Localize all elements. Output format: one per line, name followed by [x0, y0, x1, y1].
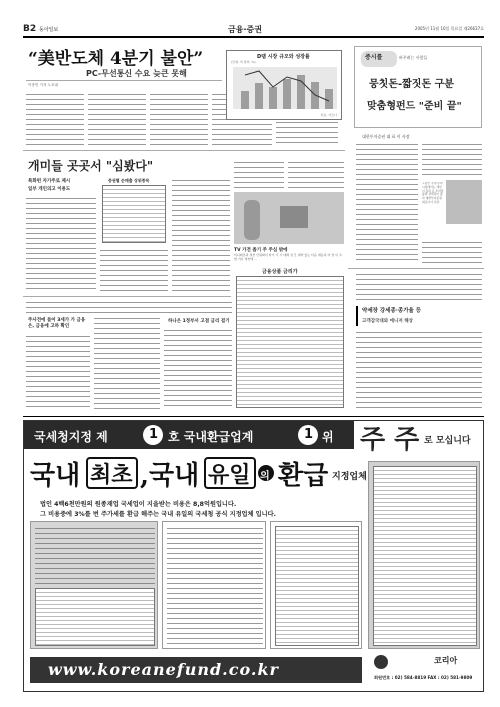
body-text	[172, 178, 230, 292]
paper-name: 동아일보	[39, 27, 59, 33]
story2-sub-1: 특화펀 자가주로 제시	[28, 179, 71, 184]
chart-unit: (단위: 억 달러, %)	[231, 60, 256, 64]
story2-sub-2: 일부 개인의고 이용도	[28, 187, 71, 192]
ad-banner	[24, 421, 354, 449]
photo-caption: 그동안 국내 투자 시장에서는 개인이 흘러 온 투자상품의 선택폭이 좁아 대한투자증권 대표이사 사장.	[422, 182, 444, 204]
divider	[23, 150, 345, 151]
tv-photo	[234, 192, 344, 244]
top-headline: “美반도체 4분기 불안”	[28, 49, 204, 69]
tv-caption-body: 미니레몬과 결선 단위화이 타기 기 시 대해 성 모 대략 있는 다음 재등록 미 상 이 수 합 거나 영상에 ...	[234, 253, 342, 261]
body-text	[26, 334, 90, 410]
ad-big-1: 국내	[30, 461, 81, 491]
chart-plot-area	[233, 67, 337, 109]
ad-big-7: 지정업체	[332, 472, 367, 482]
body-text	[26, 300, 232, 314]
ad-url: www.koreanefund.co.kr	[48, 660, 279, 679]
body-text	[26, 196, 96, 292]
ad-big-5: 의	[260, 471, 270, 482]
ad-jujoo-sub: 로 모십니다	[424, 436, 471, 446]
deck-rule	[26, 80, 222, 81]
story2-headline: 개미들 곳곳서 "심봤다"	[28, 159, 154, 173]
column-kicker-sub: 바꾸려는 사람들	[399, 55, 428, 60]
body-text	[276, 120, 338, 146]
page-number: B2	[23, 24, 37, 34]
body-text	[356, 330, 482, 410]
ad-corp: 코리아	[434, 656, 458, 665]
body-text	[100, 248, 168, 292]
divider	[348, 268, 484, 269]
column-byline: 대한투자증권 대 표 이 사장	[362, 134, 410, 139]
ad-banner-num: 1	[149, 427, 159, 442]
column-box	[354, 46, 482, 128]
story2-table-title: 증권별 순매출 상위종목	[108, 178, 150, 183]
header-rule	[23, 36, 484, 38]
story-mark	[356, 306, 358, 326]
body-text	[150, 92, 208, 146]
chart-line	[233, 67, 337, 109]
ad-big-3: ,국내	[140, 461, 200, 491]
ad-line-1: 법인 4백6천만원의 원종재업 국세업이 지을받는 비용은 8,8억원입니다.	[40, 501, 237, 508]
stock-table	[236, 276, 344, 408]
columnist-photo	[446, 180, 482, 224]
ad-big-2: 최초	[90, 462, 133, 488]
top-deck: PC-무선통신 수요 늦큰 못해	[86, 69, 187, 78]
right-story-sub: 고객감국대와 애니저 해상	[362, 319, 413, 324]
ad-right-panel	[368, 461, 480, 649]
ad-mid2-panel	[270, 521, 362, 649]
tv-photo-monitor	[280, 206, 308, 228]
body-text	[356, 272, 482, 302]
body-text	[94, 316, 160, 410]
column-text	[422, 142, 482, 178]
chart-title: D램 시장 규모와 성장률	[257, 54, 310, 60]
section-title: 금융·증권	[228, 25, 262, 34]
story2-table	[102, 185, 166, 243]
ad-big-4: 유일	[208, 462, 251, 488]
column-headline-1: 뭉칫돈-짧짓돈 구분	[369, 79, 454, 90]
mid-story-head: 하나은 1정부서 고점 금리 걸기	[168, 319, 230, 324]
ad-panel-text	[35, 526, 155, 584]
ad-logo-icon	[374, 655, 388, 669]
right-story-head: 약세장 강세종·종가율 등	[362, 308, 422, 314]
ad-panel-text	[167, 526, 263, 646]
column-kicker: 증시를	[365, 54, 383, 61]
ad-big-line	[30, 455, 370, 495]
ad-left-panel	[30, 521, 158, 649]
body-text	[164, 328, 232, 410]
ad-block	[23, 420, 484, 692]
ad-banner-left: 국세청지정 제	[34, 430, 108, 444]
stock-table-title: 금융상품 금리가	[262, 269, 298, 275]
ad-banner-end: 위	[322, 430, 334, 444]
left-story-head: 주사전에 들어 3세가 가 금융은, 금융에 고하 확인	[28, 318, 86, 329]
ad-url-bar	[30, 657, 362, 683]
ad-panel-table	[275, 526, 359, 646]
column-headline-2: 맞춤형펀드 "준비 끝"	[367, 101, 462, 112]
ad-panel-table	[35, 588, 155, 646]
column-text	[356, 142, 418, 264]
date-line: 2005년 11월 10일 목요일 제26637호	[414, 26, 484, 31]
ad-banner-rank: 1	[304, 427, 314, 442]
ad-banner-mid: 호 국내환급업계	[168, 430, 254, 444]
divider	[23, 296, 231, 297]
ad-phone: 회원번호 : 02) 584-8819 FAX : 02) 581-9809	[374, 675, 473, 680]
ad-line-2: 그 비용중에 3%를 번 주가세를 환급 해주는 국내 유일의 국세청 공식 지정업체 입니다.	[40, 511, 276, 518]
ad-panel-table	[373, 466, 477, 646]
top-byline: 이종민 기자 노호권	[28, 83, 59, 87]
chart-caption: 자료: 가트너	[320, 113, 337, 117]
column-text	[422, 240, 482, 264]
ad-top-rule	[23, 416, 484, 417]
ad-mid-panel	[162, 521, 266, 649]
page-header	[23, 22, 484, 36]
dram-chart	[226, 50, 342, 120]
body-text	[88, 92, 146, 146]
ad-big-6: 환급	[278, 461, 329, 491]
tv-caption-title: TV 가전 좁기 주 주심 밖에	[234, 248, 288, 253]
tv-photo-person	[244, 200, 260, 240]
ad-jujoo: 주 주	[360, 425, 420, 455]
body-text	[26, 92, 84, 146]
